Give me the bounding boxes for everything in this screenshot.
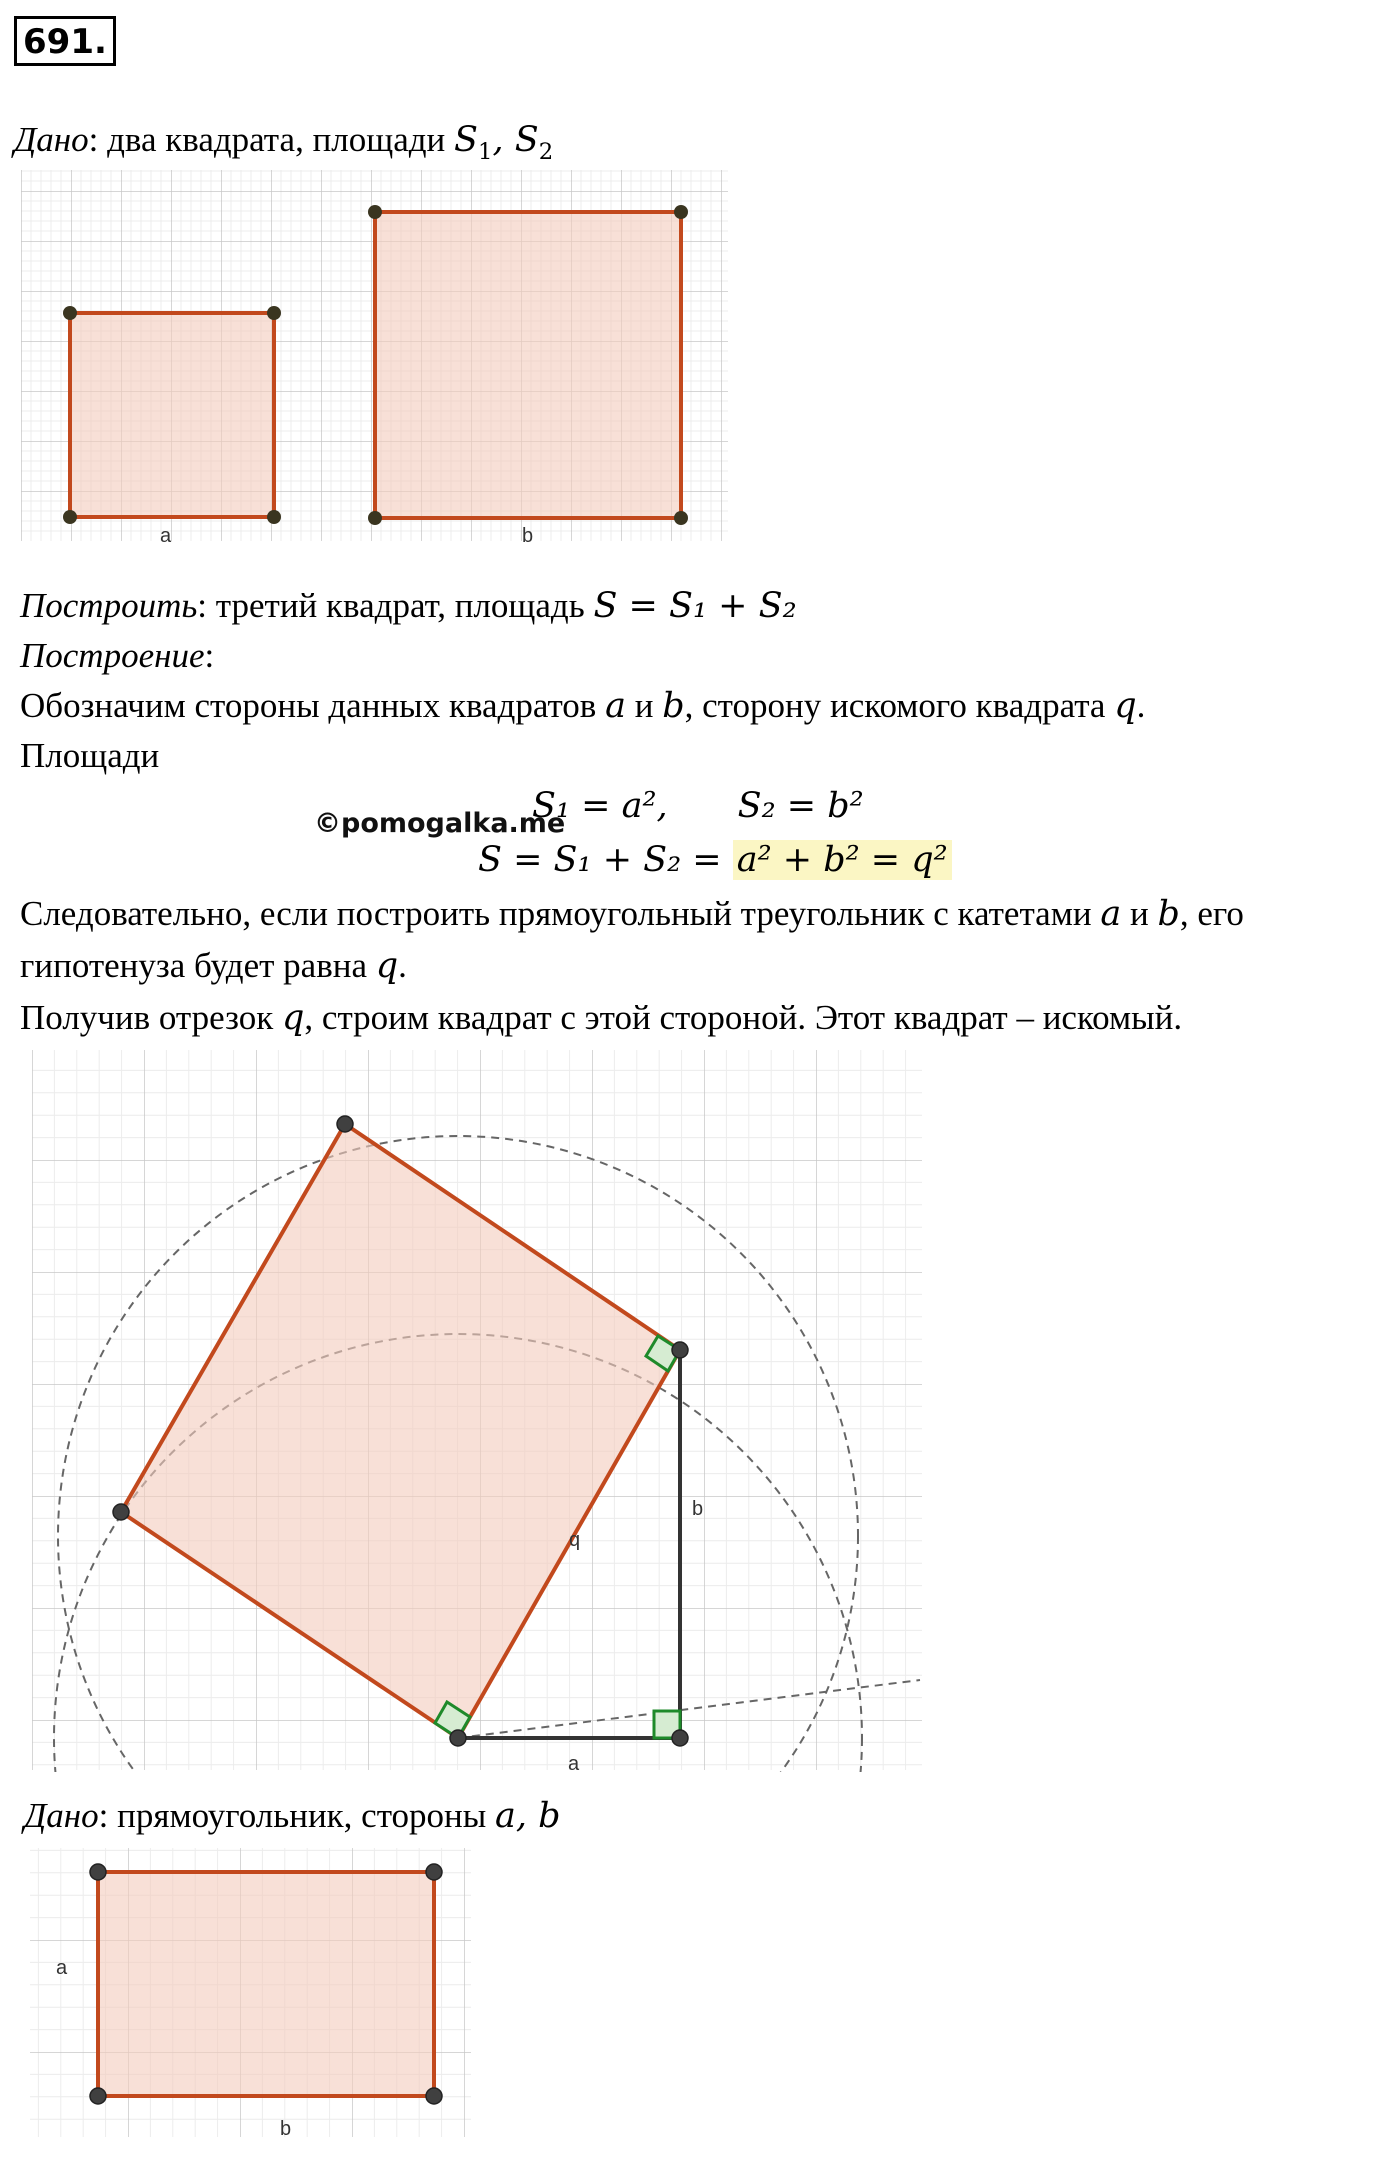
problem-number: 691. bbox=[14, 16, 116, 66]
formula-sum bbox=[478, 838, 952, 882]
p4-q: q bbox=[375, 946, 399, 986]
construction-colon: : bbox=[204, 636, 215, 675]
p1-a: a bbox=[605, 686, 626, 726]
label-a: a bbox=[568, 1753, 580, 1772]
p3-a: a bbox=[1100, 894, 1122, 934]
construction-label: Построение bbox=[20, 636, 205, 675]
p1-text2: , сторону искомого квадрата bbox=[684, 686, 1115, 725]
paragraph-4 bbox=[20, 944, 407, 988]
paragraph-1 bbox=[20, 684, 1145, 728]
label-a: a bbox=[160, 525, 172, 547]
p5-q: q bbox=[282, 998, 305, 1038]
watermark: ©pomogalka.me bbox=[314, 808, 566, 839]
p1-end: . bbox=[1136, 686, 1146, 725]
label-a: a bbox=[56, 1957, 68, 1979]
paragraph-5 bbox=[20, 996, 1182, 1040]
construct-formula: S = S₁ + S₂ bbox=[593, 586, 797, 626]
figure-construction bbox=[20, 1050, 922, 1772]
formula-sum-highlight: a² + b² = q² bbox=[733, 840, 952, 880]
figure-two-squares bbox=[20, 170, 728, 570]
figure-rectangle bbox=[30, 1848, 485, 2157]
p5-text1: Получив отрезок bbox=[20, 998, 282, 1037]
p3-b: b bbox=[1157, 894, 1180, 934]
given2-text: : прямоугольник, стороны bbox=[98, 1796, 496, 1835]
square-a bbox=[70, 313, 274, 517]
given-s1: $S_1$, $S_2$ bbox=[454, 120, 554, 165]
given-label: Дано bbox=[14, 120, 89, 159]
p3-and: и bbox=[1121, 894, 1158, 933]
paragraph-3 bbox=[20, 892, 1244, 936]
square-b bbox=[375, 212, 681, 518]
paragraph-2: Площади bbox=[20, 736, 160, 775]
label-b: b bbox=[692, 1498, 704, 1520]
rectangle-ab bbox=[98, 1872, 434, 2096]
construct-label: Построить bbox=[20, 586, 198, 625]
p5-text2: , строим квадрат с этой стороной. Этот квадрат – искомый. bbox=[304, 998, 1183, 1037]
label-b: b bbox=[280, 2118, 292, 2140]
p3-text2: , его bbox=[1179, 894, 1244, 933]
formula-areas bbox=[532, 784, 864, 828]
p3-text1: Следовательно, если построить прямоугольный треугольник с катетами bbox=[20, 894, 1101, 933]
p4-text1: гипотенуза будет равна bbox=[20, 946, 376, 985]
formula-sum-plain: S = S₁ + S₂ = bbox=[478, 840, 733, 880]
formula-s2: S₂ = b² bbox=[737, 786, 864, 826]
formula-s1: S₁ = a², bbox=[532, 786, 668, 826]
given-line-2 bbox=[24, 1794, 561, 1838]
construction-heading bbox=[20, 634, 214, 678]
construct-text: : третий квадрат, площадь bbox=[197, 586, 594, 625]
label-b: b bbox=[522, 525, 534, 547]
label-q: q bbox=[569, 1529, 581, 1551]
p1-q: q bbox=[1114, 686, 1137, 726]
p1-text1: Обозначим стороны данных квадратов bbox=[20, 686, 606, 725]
p1-and: и bbox=[625, 686, 663, 725]
given-line-1 bbox=[14, 118, 553, 174]
given-text: : два квадрата, площади bbox=[88, 120, 455, 159]
p4-end: . bbox=[398, 946, 407, 985]
given2-vars: a, b bbox=[495, 1796, 561, 1836]
given2-label: Дано bbox=[24, 1796, 99, 1835]
construct-line bbox=[20, 584, 797, 628]
p1-b: b bbox=[662, 686, 685, 726]
